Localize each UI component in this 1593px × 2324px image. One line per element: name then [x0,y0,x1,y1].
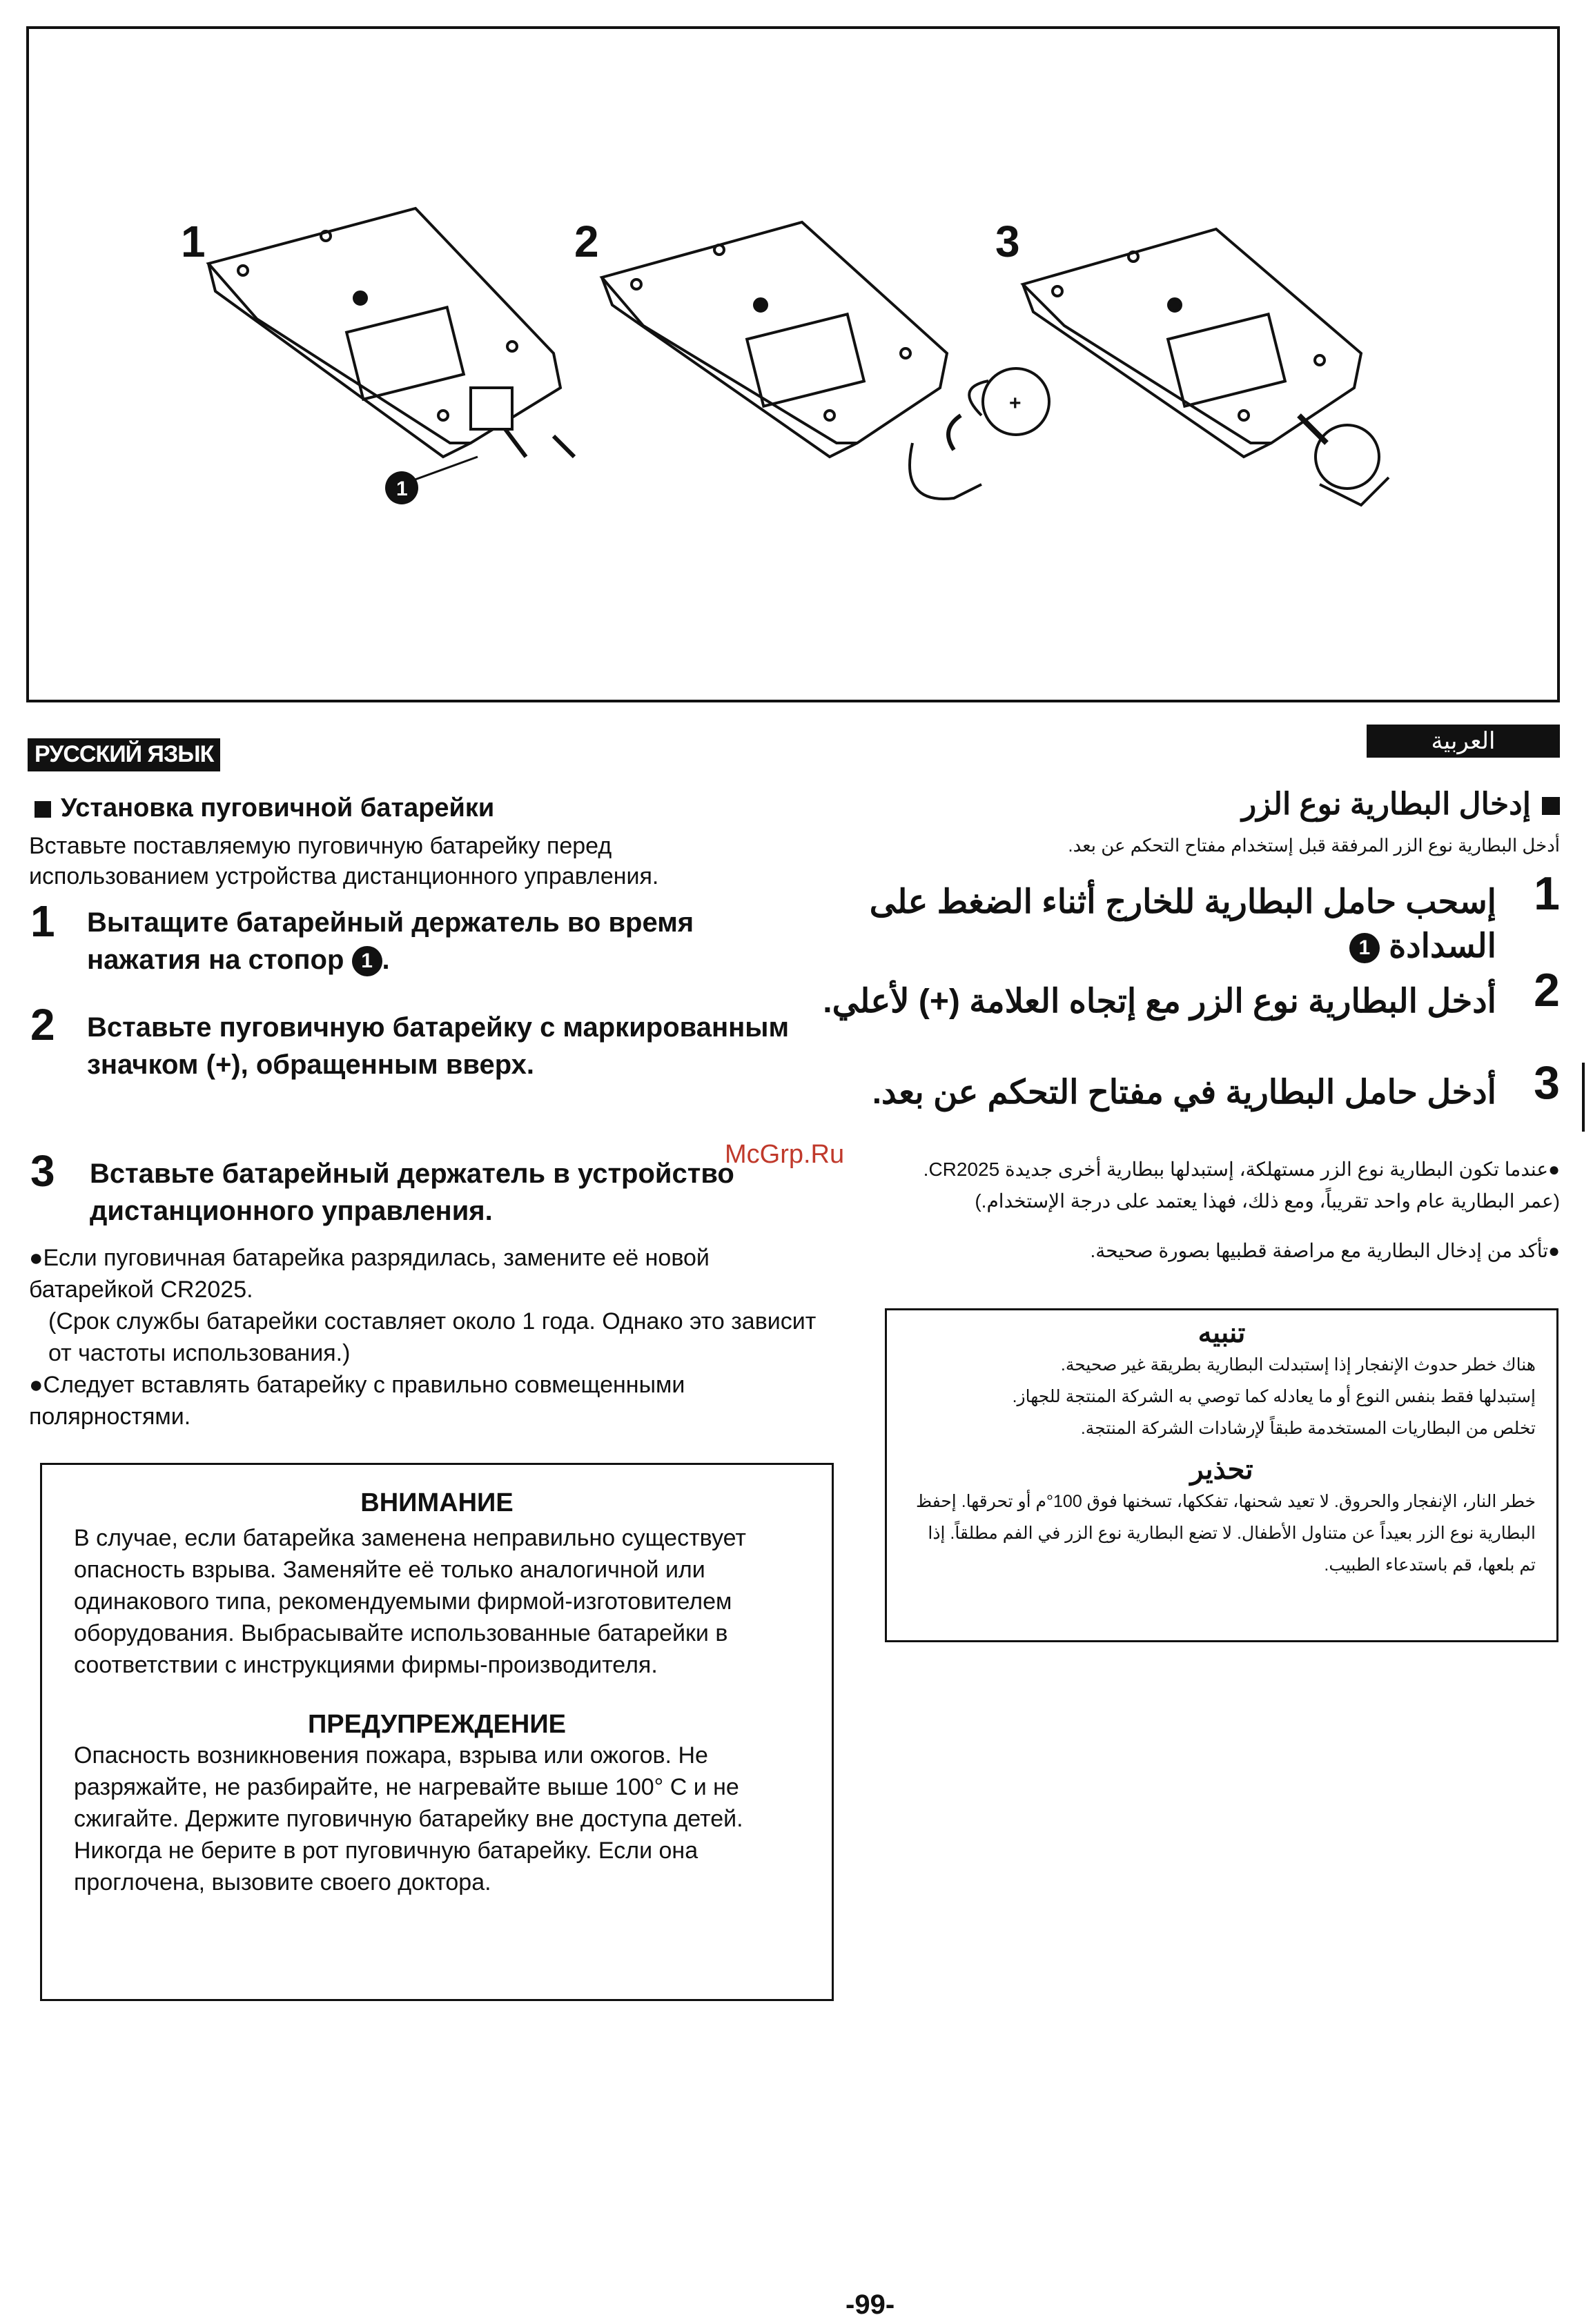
russian-notes [29,1242,830,1432]
arabic-step-3-number: 3 [1534,1056,1560,1109]
arabic-caution-title: تنبيه [1198,1318,1246,1348]
caution-text: В случае, если батарейка заменена неправильно существует опасность взрыва. Заменяйте её только аналогичной или одинакового типа, рекомендуемыми фирмой-изготовителем оборудования. Выбрасывайте использованные батарейки в соответствии с инструкциями фирмы-производителя. [74,1525,746,1678]
russian-step-2-number: 2 [30,1000,55,1050]
figure-frame [26,26,1560,702]
arabic-intro: أدخل البطارية نوع الزر المرفقة قبل إستخدام مفتاح التحكم عن بعد. [1068,835,1560,856]
arabic-note-1: ●عندما تكون البطارية نوع الزر مستهلكة، إستبدلها ببطارية أخرى جديدة CR2025. [923,1159,1560,1180]
stopper-callout-icon: 1 [352,946,382,976]
language-tag-arabic: العربية [1367,725,1560,758]
russian-step-1-text: Вытащите батарейный держатель во время нажатия на стопор 1 . [87,904,812,978]
russian-step-3-text: Вставьте батарейный держатель в устройство дистанционного управления. [90,1159,734,1226]
battery-installation-figure [29,29,1557,700]
arabic-step-1-text: إسحب حامل البطارية للخارج أثناء الضغط على السدادة 1 [869,884,1496,965]
remote-illustration-2 [602,222,1049,499]
arabic-note-3: ●تأكد من إدخال البطارية مع مراصفة قطبيها بصورة صحيحة. [1090,1240,1560,1261]
arabic-step-3-text: أدخل حامل البطارية في مفتاح التحكم عن بعد. [872,1074,1496,1111]
warning-text: Опасность возникновения пожара, взрыва или ожогов. Не разряжайте, не разбирайте, не нагревайте выше 100° C и не сжигайте. Держите пуговичную батарейку вне доступа детей. Никогда не берите в рот пуговичную батарейку. Если она проглочена, вызовите своего доктора. [74,1742,743,1895]
step-label-2: 2 [574,217,599,266]
arabic-caution-box [885,1308,1558,1642]
margin-bar [1582,1063,1585,1132]
watermark: McGrp.Ru [725,1140,845,1169]
arabic-heading: إدخال البطارية نوع الزر [1242,787,1560,822]
russian-intro: Вставьте поставляемую пуговичную батарейку перед использованием устройства дистанционного управления. [29,833,659,889]
bullet-square-icon [1542,797,1560,815]
remote-illustration-1 [208,208,574,484]
russian-note-1: ●Если пуговичная батарейка разрядилась, замените её новой батарейкой CR2025. [29,1245,710,1303]
russian-note-2: (Срок службы батарейки составляет около 1 года. Однако это зависит от частоты использования.) [48,1308,817,1366]
remote-illustration-3 [1023,229,1389,505]
stopper-callout-icon: 1 [1349,933,1380,963]
arabic-warning-text: خطر النار، الإنفجار والحروق. لا تعيد شحنها، تفككها، تسخنها فوق 100°م أو تحرقها. إحفظ البطارية نوع الزر بعيداً عن متناول الأطفال. لا تضع البطارية نوع الزر في الفم مطلقاً. إذا تم بلعها، قم باستدعاء الطبيب. [915,1492,1536,1575]
bullet-square-icon [35,801,51,818]
russian-step-3-number: 3 [30,1146,55,1196]
russian-heading: Установка пуговичной батарейки [35,794,494,823]
warning-title: ПРЕДУПРЕЖДЕНИЕ [307,1710,567,1739]
arabic-step-2-text: أدخل البطارية نوع الزر مع إتجاه العلامة (+) لأعلي. [823,983,1496,1020]
russian-caution-box [40,1463,834,2001]
arabic-step-2-number: 2 [1534,964,1560,1016]
russian-step-1-number: 1 [30,896,55,946]
arabic-note-2: (عمر البطارية عام واحد تقريباً، ومع ذلك، فهذا يعتمد على درجة الإستخدام.) [975,1190,1560,1212]
battery-plus-mark: + [1009,392,1022,415]
step-label-1: 1 [181,217,206,266]
page-number: -99- [846,2289,895,2320]
step-label-3: 3 [995,217,1020,266]
arabic-caution-text: هناك خطر حدوث الإنفجار إذا إستبدلت البطارية بطريقة غير صحيحة. إستبدلها فقط بنفس النوع أو ما يعادله كما توصي به الشركة المنتجة للجهاز. تخلص من البطاريات المستخدمة طبقاً لإرشادات الشركة المنتجة. [1012,1355,1536,1438]
language-tag-russian: РУССКИЙ ЯЗЫК [28,738,220,771]
arabic-notes [766,1154,1560,1267]
arabic-warning-title: تحذير [1190,1455,1253,1485]
caution-title: ВНИМАНИЕ [360,1488,514,1517]
callout-label: 1 [396,477,408,500]
arabic-step-1-number: 1 [1534,867,1560,920]
russian-step-2-text: Вставьте пуговичную батарейку с маркированным значком (+), обращенным вверх. [87,1012,790,1080]
russian-note-3: ●Следует вставлять батарейку с правильно совмещенными полярностями. [29,1372,685,1430]
